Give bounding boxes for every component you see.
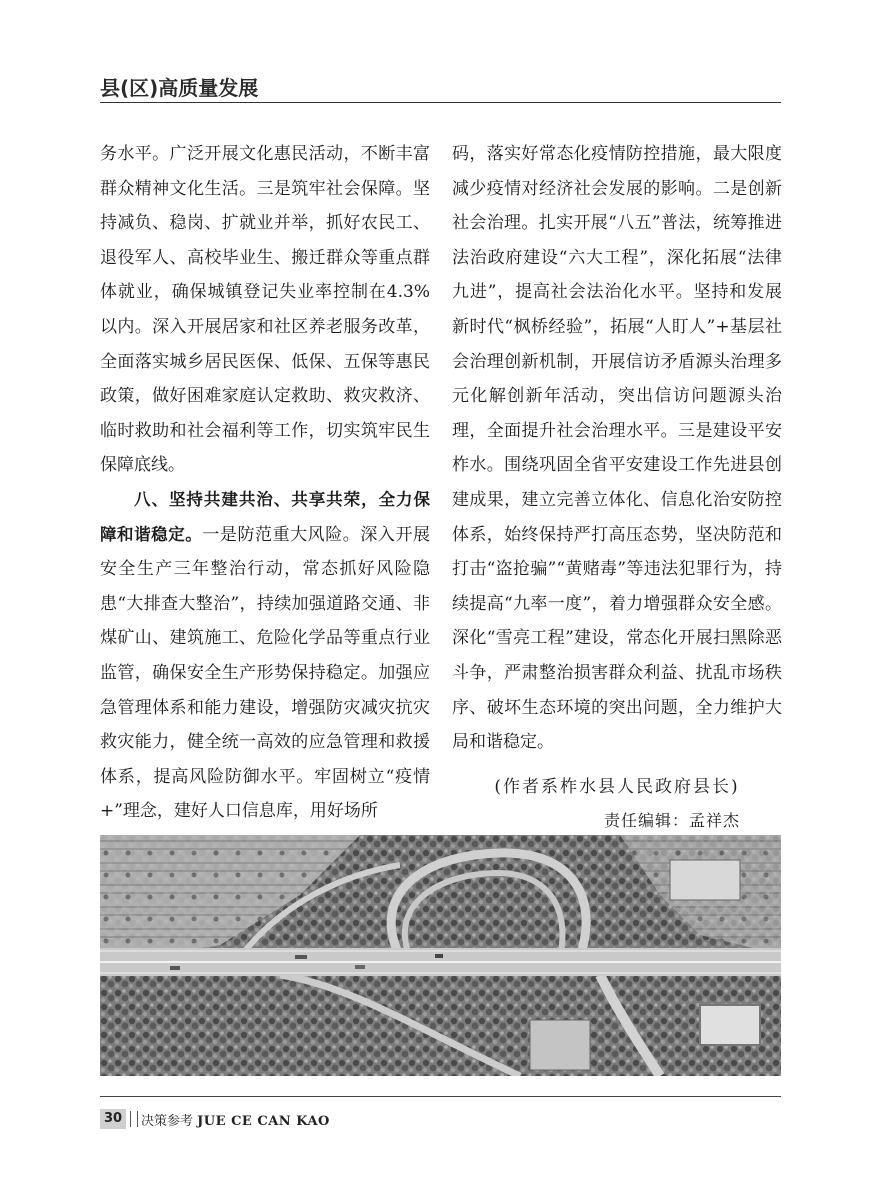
section-title: 县(区)高质量发展 xyxy=(100,76,259,100)
editor-credit: 责任编辑：孟祥杰 xyxy=(603,811,740,831)
paragraph: 务水平。广泛开展文化惠民活动，不断丰富群众精神文化生活。三是筑牢社会保障。坚持减负、稳岗、扩就业并举，抓好农民工、退役军人、高校毕业生、搬迁群众等重点群体就业，确保城镇登记失业率控制在4.3%以内。深入开展居家和社区养老服务改革，全面落实城乡居民医保、低保、五保等惠民政策，做好困难家庭认定救助、救灾救济、临时救助和社会福利等工作，切实筑牢民生保障底线。 xyxy=(100,144,430,476)
page-number: 30 xyxy=(100,1109,126,1129)
magazine-name-en: JUE CE CAN KAO xyxy=(197,1114,330,1129)
footer-divider xyxy=(100,1096,781,1097)
magazine-name-cn: 决策参考 xyxy=(141,1114,194,1129)
paragraph-body: 一是防范重大风险。深入开展安全生产三年整治行动，常态抓好风险隐患“大排查大整治”，持续加强道路交通、非煤矿山、建筑施工、危险化学品等重点行业监管，确保安全生产形势保持稳定。加强应急管理体系和能力建设，增强防灾减灾抗灾救灾能力，健全统一高效的应急管理和救援体系，提高风险防御水平。牢固树立“疫情+”理念，建好人口信息库，用好场所 xyxy=(100,524,431,822)
author-byline: (作者系柞水县人民政府县长) xyxy=(494,776,740,797)
running-header xyxy=(100,66,781,106)
left-column xyxy=(100,137,430,829)
section-heading: 八、坚持共建共治、共享共荣，全力保障和谐稳定。 xyxy=(100,489,430,544)
paragraph: 码，落实好常态化疫情防控措施，最大限度减少疫情对经济社会发展的影响。二是创新社会治理。扎实开展“八五”普法，统筹推进法治政府建设“六大工程”，深化拓展“法律九进”，提高社会法治化水平。坚持和发展新时代“枫桥经验”，拓展“人盯人”+基层社会治理创新机制，开展信访矛盾源头治理多元化解创新年活动，突出信访问题源头治理，全面提升社会治理水平。三是建设平安柞水。围绕巩固全省平安建设工作先进县创建成果，建立完善立体化、信息化治安防控体系，始终保持严打高压态势，坚决防范和打击“盗抢骗”“黄赌毒”等违法犯罪行为，持续提高“九率一度”，着力增强群众安全感。深化“雪亮工程”建设，常态化开展扫黑除恶斗争，严肃整治损害群众利益、扰乱市场秩序、破坏生态环境的突出问题，全力维护大局和谐稳定。 xyxy=(452,144,782,753)
magazine-name xyxy=(141,1110,330,1129)
header-divider xyxy=(100,102,781,103)
paragraph xyxy=(100,483,430,829)
interchange-photo xyxy=(100,835,781,1076)
footer-separator xyxy=(130,1111,138,1127)
right-column xyxy=(452,137,782,839)
